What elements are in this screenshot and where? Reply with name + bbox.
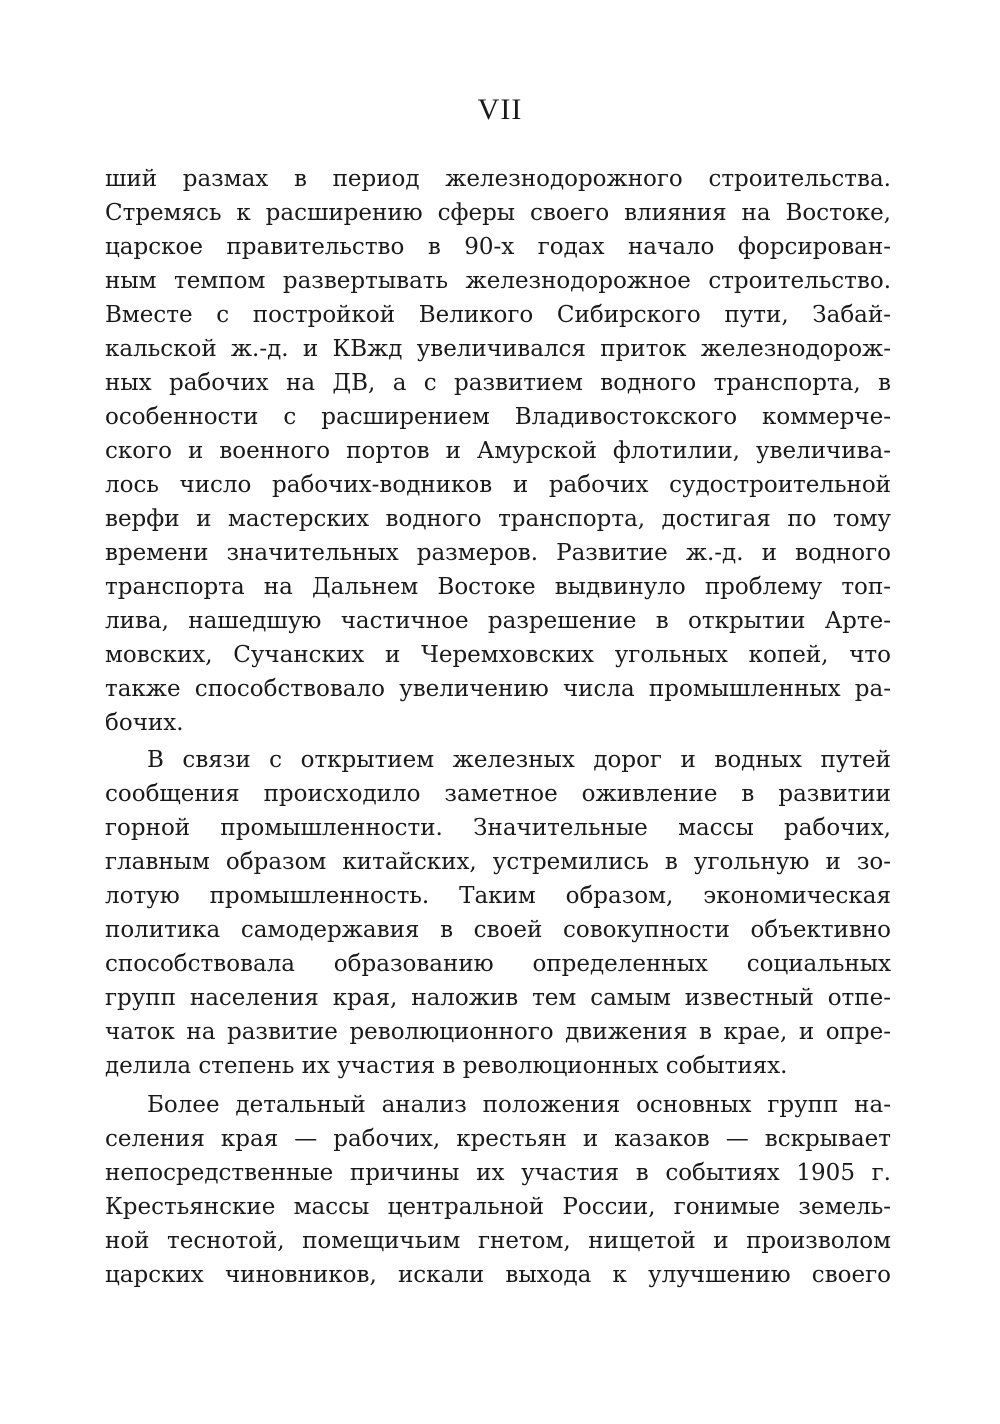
text-line: сообщения происходило заметное оживление в развитии [105, 781, 891, 807]
text-line: особенности с расширением Владивостокского коммерче- [105, 404, 891, 430]
text-line: времени значительных размеров. Развитие ж.-д. и водного [105, 540, 891, 566]
page-number: VII [477, 93, 523, 126]
text-line: Более детальный анализ положения основных групп на- [147, 1092, 891, 1118]
text-line: главным образом китайских, устремились в угольную и зо- [105, 849, 891, 875]
text-line: чаток на развитие революционного движения в крае, и опре- [105, 1019, 891, 1045]
paragraph-3 [105, 1088, 891, 1292]
paragraph-2 [105, 743, 891, 1083]
text-line: царское правительство в 90-х годах начало форсирован- [105, 234, 891, 260]
text-line: делила степень их участия в революционных событиях. [105, 1053, 788, 1079]
text-line: мовских, Сучанских и Черемховских угольных копей, что [105, 642, 891, 668]
text-line: ным темпом развертывать железнодорожное строительство. [105, 268, 891, 294]
text-line: горной промышленности. Значительные массы рабочих, [105, 815, 891, 841]
text-line: царских чиновников, искали выхода к улучшению своего [105, 1262, 891, 1288]
text-line: ского и военного портов и Амурской флотилии, увеличива- [105, 438, 891, 464]
text-line: групп населения края, наложив тем самым известный отпе- [105, 985, 891, 1011]
text-line: кальской ж.-д. и КВжд увеличивался приток железнодорож- [105, 336, 891, 362]
paragraph-1 [105, 162, 891, 740]
text-line: Вместе с постройкой Великого Сибирского пути, Забай- [105, 302, 891, 328]
text-line: также способствовало увеличению числа промышленных ра- [105, 676, 891, 702]
text-line: лотую промышленность. Таким образом, экономическая [105, 883, 891, 909]
text-line: способствовала образованию определенных социальных [105, 951, 891, 977]
text-line: транспорта на Дальнем Востоке выдвинуло проблему топ- [105, 574, 891, 600]
text-line: ных рабочих на ДВ, а с развитием водного транспорта, в [105, 370, 891, 396]
text-line: бочих. [105, 710, 184, 736]
text-line: лива, нашедшую частичное разрешение в открытии Арте- [105, 608, 891, 634]
text-line: верфи и мастерских водного транспорта, достигая по тому [105, 506, 891, 532]
text-line: лось число рабочих-водников и рабочих судостроительной [105, 472, 891, 498]
text-line: ший размах в период железнодорожного строительства. [105, 166, 891, 192]
text-line: В связи с открытием железных дорог и водных путей [147, 747, 891, 773]
text-line: Крестьянские массы центральной России, гонимые земель- [105, 1194, 891, 1220]
text-line: Стремясь к расширению сферы своего влияния на Востоке, [105, 200, 891, 226]
text-line: политика самодержавия в своей совокупности объективно [105, 917, 891, 943]
text-line: непосредственные причины их участия в событиях 1905 г. [105, 1160, 891, 1186]
text-line: ной теснотой, помещичьим гнетом, нищетой и произволом [105, 1228, 891, 1254]
text-line: селения края — рабочих, крестьян и казаков — вскрывает [105, 1126, 891, 1152]
